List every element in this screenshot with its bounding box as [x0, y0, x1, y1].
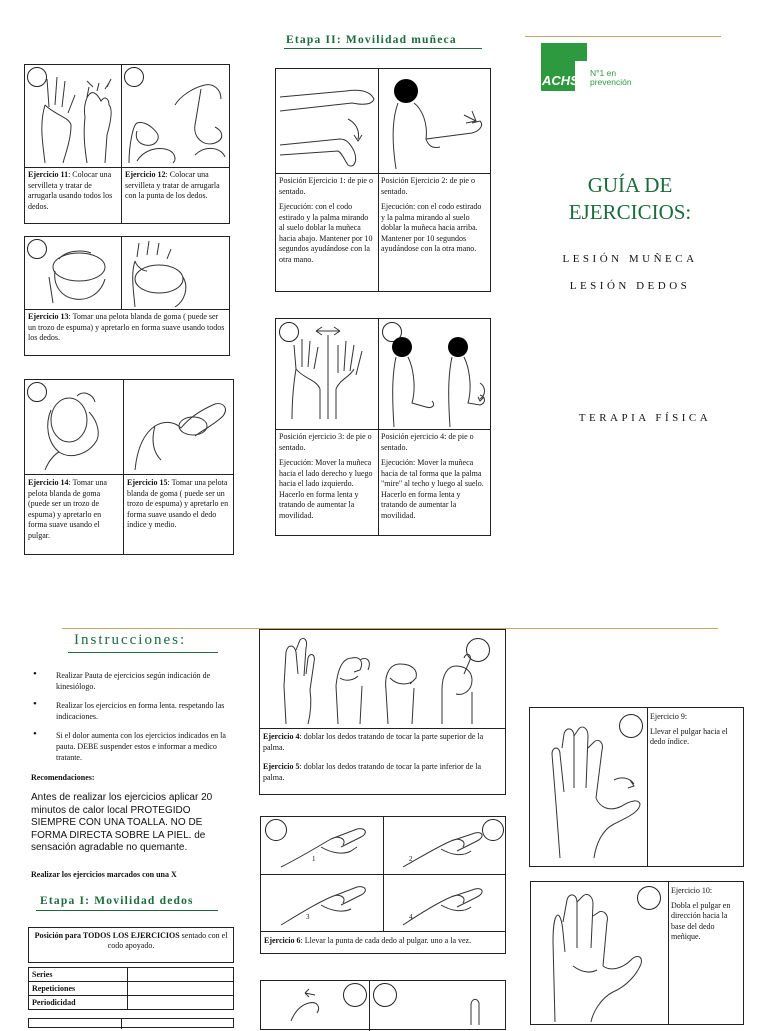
- table-cell-input[interactable]: [128, 982, 234, 996]
- instructions-title: Instrucciones:: [74, 632, 187, 648]
- thumb-to-index-illustration: [530, 708, 647, 866]
- squeeze-ball-illustration: [25, 237, 229, 309]
- instructions-list: [30, 670, 236, 771]
- stage2-title: Etapa II: Movilidad muñeca: [286, 34, 457, 46]
- stage1-underline: [36, 910, 218, 911]
- exercise-11-12-panel: [24, 64, 230, 224]
- exercise-9-caption: Ejercicio 9: Llevar el pulgar hacia el dedo índice.: [650, 712, 728, 746]
- exercise-15-caption: Ejercicio 15: Tomar una pelota blanda de goma ( puede ser un trozo de espuma) y apretarlo en forma suave usando el dedo índice y medio.: [127, 478, 229, 529]
- achs-logo-text: ACHS: [542, 73, 579, 88]
- exercise-6-caption: Ejercicio 6: Llevar la punta de cada dedo al pulgar. uno a la vez.: [264, 936, 472, 945]
- table-cell-input[interactable]: [128, 968, 234, 982]
- wrist-exercise-3-caption: Posición ejercicio 3: de pie o sentado. Ejecución: Mover la muñeca hacia el lado derecho y luego hacia el lado izquierdo. Hacerlo en forma lenta y tratando de aumentar la movilidad.: [279, 432, 373, 520]
- achs-tagline: N°1 en prevención: [590, 68, 632, 87]
- exercise-14-caption: Ejercicio 14: Tomar una pelota blanda de goma (puede ser un trozo de espuma) y apretarlo en forma suave usando el pulgar.: [28, 478, 107, 540]
- sub-figure-number: 4: [409, 913, 413, 921]
- finger-lift-illustration: [261, 981, 505, 1025]
- cropped-exercise-panel: [28, 1018, 234, 1028]
- exercise-5-caption: Ejercicio 5: doblar los dedos tratando de tocar la parte inferior de la palma.: [263, 762, 481, 782]
- wrist-exercise-1-caption: Posición Ejercicio 1: de pie o sentado. Ejecución: con el codo estirado y la palma mirando al suelo doblar la muñeca hacia abajo. Mantener por 10 segundos ayudándose con la otra mano.: [279, 176, 373, 264]
- thumb-to-pinky-base-illustration: [531, 882, 668, 1024]
- exercise-14-15-panel: [24, 379, 234, 555]
- position-box: Posición para TODOS LOS EJERCICIOS sentado con el codo apoyado.: [28, 927, 234, 963]
- table-cell-input[interactable]: [128, 996, 234, 1010]
- instructions-underline: [68, 652, 218, 653]
- instruction-item: • Realizar Pauta de ejercicios según indicación de kinesiólogo.: [30, 670, 236, 692]
- table-row-label: Repeticiones: [29, 982, 128, 996]
- cover-subtitle-fingers: LESIÓN DEDOS: [569, 280, 691, 292]
- wrist-exercise-3-4-panel: [275, 318, 491, 536]
- exercise-12-caption: Ejercicio 12: Colocar una servilleta y tratar de arrugarla con la punta de los dedos.: [125, 170, 220, 200]
- recommendations-title: Recomendaciones:: [31, 773, 95, 782]
- instruction-item: • Si el dolor aumenta con los ejercicios indicados en la pauta. DEBE suspender estos e informar a medico tratante.: [30, 730, 236, 763]
- cover-subtitle-therapy: TERAPIA FÍSICA: [578, 412, 712, 424]
- stage1-title: Etapa I: Movilidad dedos: [40, 895, 194, 907]
- crumple-napkin-illustration: [25, 65, 229, 167]
- sub-figure-number: 2: [409, 855, 413, 863]
- exercise-10-panel: [530, 881, 744, 1025]
- table-row-label: Periodicidad: [29, 996, 128, 1010]
- mark-note: Realizar los ejercicios marcados con una X: [31, 870, 177, 879]
- instruction-item: • Realizar los ejercicios en forma lenta. respetando las indicaciones.: [30, 700, 236, 722]
- cover-title: GUÍA DE EJERCICIOS:: [568, 173, 692, 224]
- wrist-exercise-2-caption: Posición Ejercicio 2: de pie o sentado. Ejecución: con el codo estirado y la palma mirando al suelo doblar la muñeca hacia arriba. Mantener por 10 segundos ayudándose con la otra mano.: [381, 176, 482, 253]
- finger-flexion-illustration: [260, 630, 505, 728]
- cover-subtitle-wrist: LESIÓN MUÑECA: [562, 253, 698, 265]
- sub-figure-number: 1: [312, 855, 316, 863]
- exercise-11-caption: Ejercicio 11: Colocar una servilleta y tratar de arrugarla usando todos los dedos.: [28, 170, 113, 211]
- wrist-exercise-1-2-panel: [275, 68, 491, 292]
- wrist-exercise-4-caption: Posición ejercicio 4: de pie o sentado. Ejecución: Mover la muñeca hacia de tal forma que la palma "mire" al techo y luego al suelo. Hacerlo en forma lenta y tratando de aumentar la movilidad.: [381, 432, 484, 520]
- recommendations-text: Antes de realizar los ejercicios aplicar 20 minutos de calor local PROTEGIDO SIEMPRE CON UNA TOALLA. NO DE FORMA DIRECTA SOBRE LA PIEL. de sensación agradable no quemante.: [31, 792, 213, 853]
- exercise-4-5-panel: [259, 629, 506, 795]
- finger-opposition-illustration: [261, 817, 505, 931]
- table-row-label: Series: [29, 968, 128, 982]
- stage2-underline: [284, 48, 482, 49]
- wrist-flexion-illustration: [276, 69, 490, 173]
- pinch-ball-illustration: [25, 380, 233, 474]
- wrist-deviation-illustration: [276, 319, 490, 429]
- cropped-exercise-7-8-panel: [260, 980, 506, 1030]
- exercise-9-panel: [529, 707, 744, 867]
- exercise-10-caption: Ejercicio 10: Dobla el pulgar en dirección hacia la base del dedo meñique.: [671, 886, 731, 941]
- exercise-13-panel: [24, 236, 230, 356]
- achs-logo-notch: [575, 43, 587, 61]
- exercise-6-panel: [260, 816, 506, 954]
- exercise-13-caption: Ejercicio 13: Tomar una pelota blanda de goma ( puede ser un trozo de espuma) y apretarlo en forma suave usando todos los dedos.: [28, 312, 225, 342]
- series-table: [28, 967, 234, 1010]
- cover-top-rule: [525, 36, 721, 37]
- exercise-4-caption: Ejercicio 4: doblar los dedos tratando de tocar la parte superior de la palma.: [263, 732, 484, 752]
- sub-figure-number: 3: [306, 913, 310, 921]
